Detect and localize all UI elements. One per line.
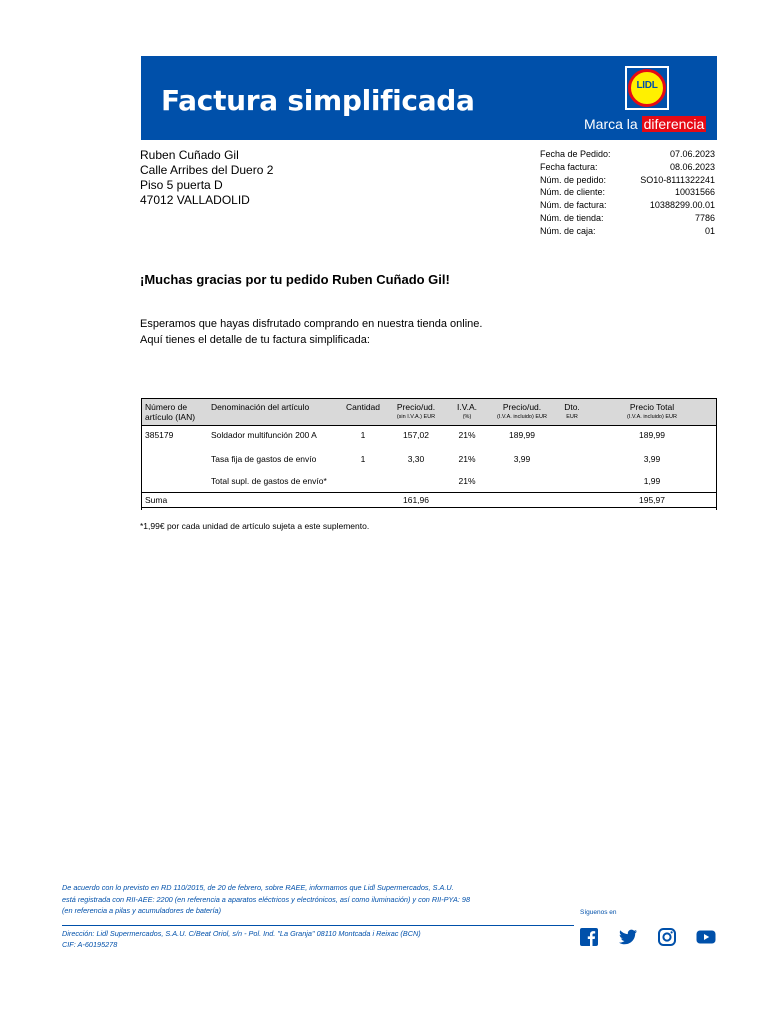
cell-price-gross bbox=[487, 470, 557, 493]
cell-total: 1,99 bbox=[643, 476, 661, 486]
meta-row-till-number: Núm. de caja: 01 bbox=[540, 225, 715, 236]
address-line: Calle Arribes del Duero 2 bbox=[140, 163, 274, 177]
meta-row-customer-number: Núm. de cliente: 10031566 bbox=[540, 187, 715, 198]
meta-row-order-number: Núm. de pedido: SO10-8111322241 bbox=[540, 174, 715, 185]
col-header-price-net: Precio/ud. (sin I.V.A.) EUR bbox=[385, 399, 447, 426]
legal-line: (en referencia a pilas y acumuladores de batería) bbox=[62, 906, 221, 915]
tagline: Marca la diferencia bbox=[584, 116, 705, 132]
intro-line: Esperamos que hayas disfrutado comprando en nuestra tienda online. bbox=[140, 318, 483, 330]
table-sum-row bbox=[141, 493, 717, 508]
company-cif: CIF: A-60195278 bbox=[62, 939, 118, 949]
customer-address bbox=[140, 148, 273, 208]
intro-text bbox=[140, 316, 482, 348]
cell-iva: 21% bbox=[458, 454, 476, 464]
cell-iva: 21% bbox=[458, 430, 476, 440]
address-line: Ruben Cuñado Gil bbox=[140, 148, 239, 162]
cell-ian bbox=[141, 470, 201, 493]
col-header-price-gross: Precio/ud. (I.V.A. incluido) EUR bbox=[487, 399, 557, 426]
intro-line: Aquí tienes el detalle de tu factura simplificada: bbox=[140, 334, 370, 346]
table-row bbox=[141, 426, 717, 449]
cell-qty bbox=[341, 470, 385, 493]
items-table bbox=[141, 398, 717, 508]
instagram-icon[interactable] bbox=[657, 927, 677, 947]
cell-total: 189,99 bbox=[639, 430, 665, 440]
legal-notice bbox=[62, 882, 532, 917]
address-line: 47012 VALLADOLID bbox=[140, 193, 250, 207]
sum-total: 195,97 bbox=[587, 493, 717, 508]
cell-discount bbox=[557, 426, 587, 449]
col-header-ian: Número de artículo (IAN) bbox=[141, 399, 201, 426]
cell-price-net bbox=[385, 470, 447, 493]
col-header-qty: Cantidad bbox=[341, 399, 385, 426]
invoice-metadata bbox=[540, 148, 715, 238]
cell-price-gross: 3,99 bbox=[513, 454, 531, 464]
address-line: Piso 5 puerta D bbox=[140, 178, 223, 192]
cell-total: 3,99 bbox=[643, 454, 661, 464]
tagline-highlight: diferencia bbox=[643, 116, 705, 132]
facebook-icon[interactable] bbox=[579, 927, 599, 947]
lidl-logo: LIDL bbox=[625, 66, 669, 110]
cell-iva: 21% bbox=[458, 476, 476, 486]
table-row bbox=[141, 470, 717, 493]
table-row bbox=[141, 448, 717, 470]
meta-row-invoice-date: Fecha factura: 08.06.2023 bbox=[540, 161, 715, 172]
cell-qty: 1 bbox=[360, 454, 366, 464]
meta-row-store-number: Núm. de tienda: 7786 bbox=[540, 212, 715, 223]
cell-name: Soldador multifunción 200 A bbox=[211, 430, 317, 440]
cell-price-net: 157,02 bbox=[403, 430, 429, 440]
table-header-row bbox=[141, 399, 717, 426]
col-header-discount: Dto. EUR bbox=[557, 399, 587, 426]
cell-price-net: 3,30 bbox=[407, 454, 425, 464]
cell-discount bbox=[557, 448, 587, 470]
col-header-iva: I.V.A. (%) bbox=[447, 399, 487, 426]
youtube-icon[interactable] bbox=[696, 927, 716, 947]
cell-qty: 1 bbox=[360, 430, 366, 440]
page-title: Factura simplificada bbox=[161, 84, 475, 117]
cell-ian: 385179 bbox=[145, 430, 174, 440]
twitter-icon[interactable] bbox=[618, 927, 638, 947]
sum-label: Suma bbox=[141, 493, 201, 508]
cell-ian bbox=[141, 448, 201, 470]
footer-divider bbox=[62, 925, 574, 926]
legal-line: está registrada con RII-AEE: 2200 (en referencia a aparatos eléctricos y electrónicos, así como iluminación) y con RII-PYA: 98 bbox=[62, 894, 471, 904]
col-header-total: Precio Total (I.V.A. incluido) EUR bbox=[587, 399, 717, 426]
follow-us-label: Síguenos en bbox=[580, 909, 617, 916]
col-header-name: Denominación del artículo bbox=[201, 399, 341, 426]
sum-price-net: 161,96 bbox=[385, 493, 447, 508]
cell-discount bbox=[557, 470, 587, 493]
cell-name: Tasa fija de gastos de envío bbox=[211, 454, 317, 464]
header-banner bbox=[141, 56, 717, 140]
company-address: Dirección: Lidl Supermercados, S.A.U. C/Beat Oriol, s/n - Pol. Ind. "La Granja" 08110 Montcada i Reixac (BCN) bbox=[62, 929, 421, 938]
meta-row-invoice-number: Núm. de factura: 10388299.00.01 bbox=[540, 200, 715, 211]
cell-price-gross: 189,99 bbox=[509, 430, 535, 440]
legal-line: De acuerdo con lo previsto en RD 110/2015, de 20 de febrero, sobre RAEE, informamos que Lidl Supermercados, S.A.U. bbox=[62, 883, 454, 892]
footer-address bbox=[62, 929, 421, 950]
meta-row-order-date: Fecha de Pedido: 07.06.2023 bbox=[540, 149, 715, 159]
cell-name: Total supl. de gastos de envío* bbox=[211, 476, 327, 486]
footnote: *1,99€ por cada unidad de artículo sujeta a este suplemento. bbox=[140, 521, 370, 531]
greeting-heading: ¡Muchas gracias por tu pedido Ruben Cuñado Gil! bbox=[140, 272, 450, 287]
